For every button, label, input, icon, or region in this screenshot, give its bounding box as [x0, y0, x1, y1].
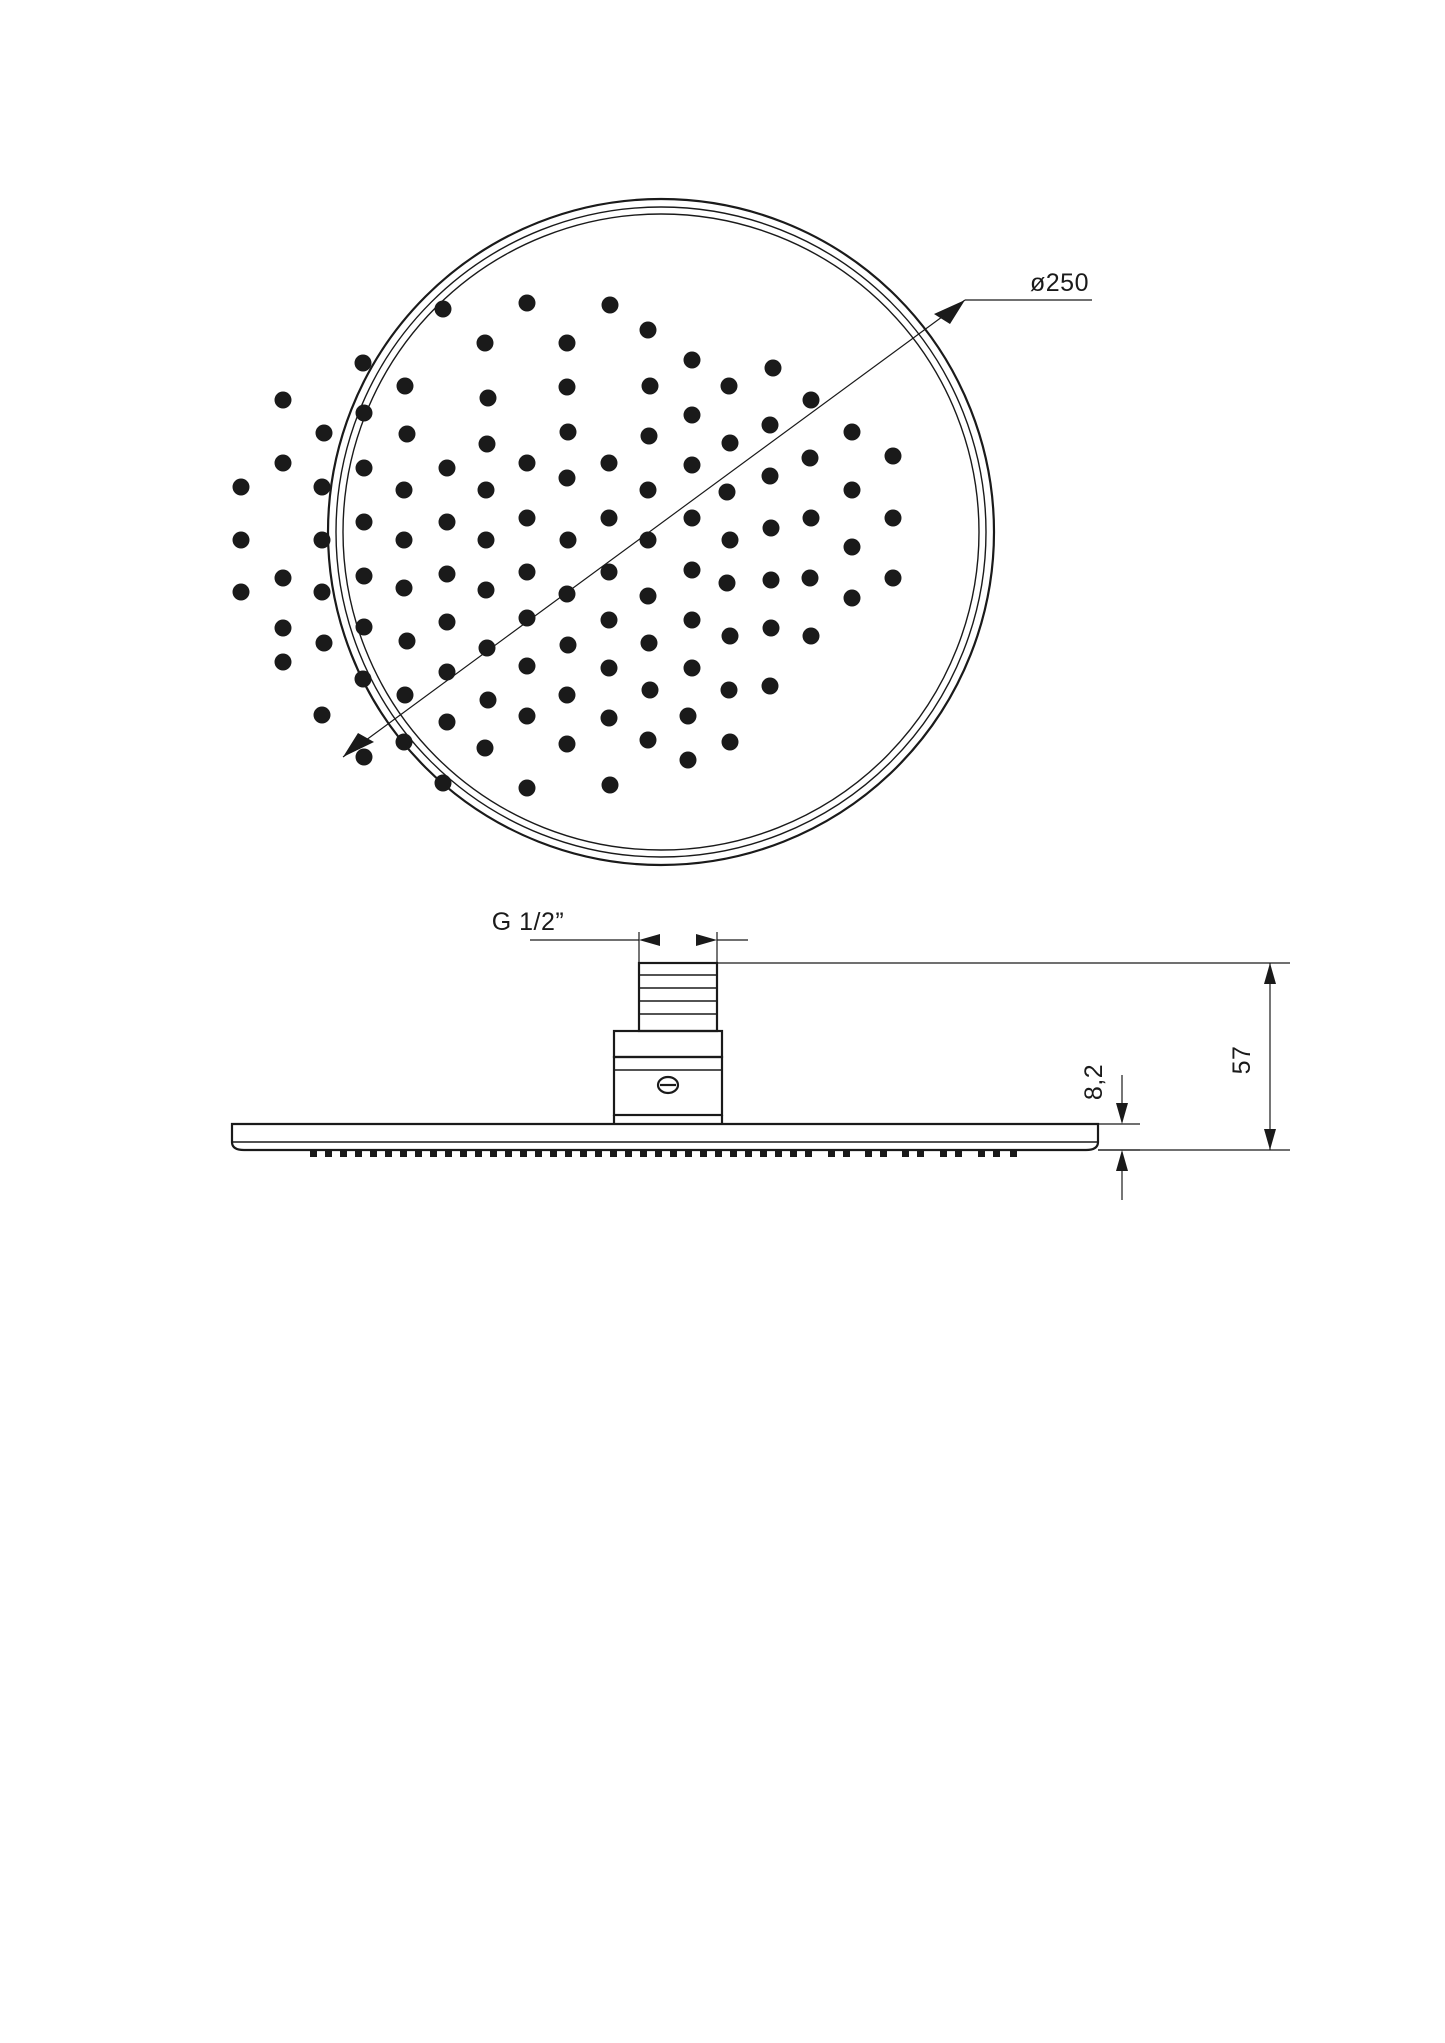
thickness-arrow-top [1116, 1103, 1128, 1124]
thickness-arrow-bottom [1116, 1150, 1128, 1171]
shower-plate-body [232, 1124, 1098, 1150]
shower-head-inner-circle [336, 207, 986, 857]
height-arrow-top [1264, 963, 1276, 984]
thread-arrow-right [696, 934, 717, 946]
nozzle-pattern [233, 295, 902, 797]
diameter-arrow-end [934, 300, 965, 324]
top-view [233, 199, 1093, 865]
side-view [232, 908, 1290, 1215]
thread-arrow-left [639, 934, 660, 946]
diameter-label: ø250 [1030, 269, 1089, 297]
thickness-label: 8,2 [1080, 1063, 1108, 1101]
thread-label: G 1/2” [491, 908, 565, 936]
connector-collar-upper [614, 1031, 722, 1057]
inlet-thread-body [639, 963, 717, 1031]
shower-head-outer-circle [328, 199, 994, 865]
height-label: 57 [1228, 1045, 1256, 1075]
height-arrow-bottom [1264, 1129, 1276, 1150]
